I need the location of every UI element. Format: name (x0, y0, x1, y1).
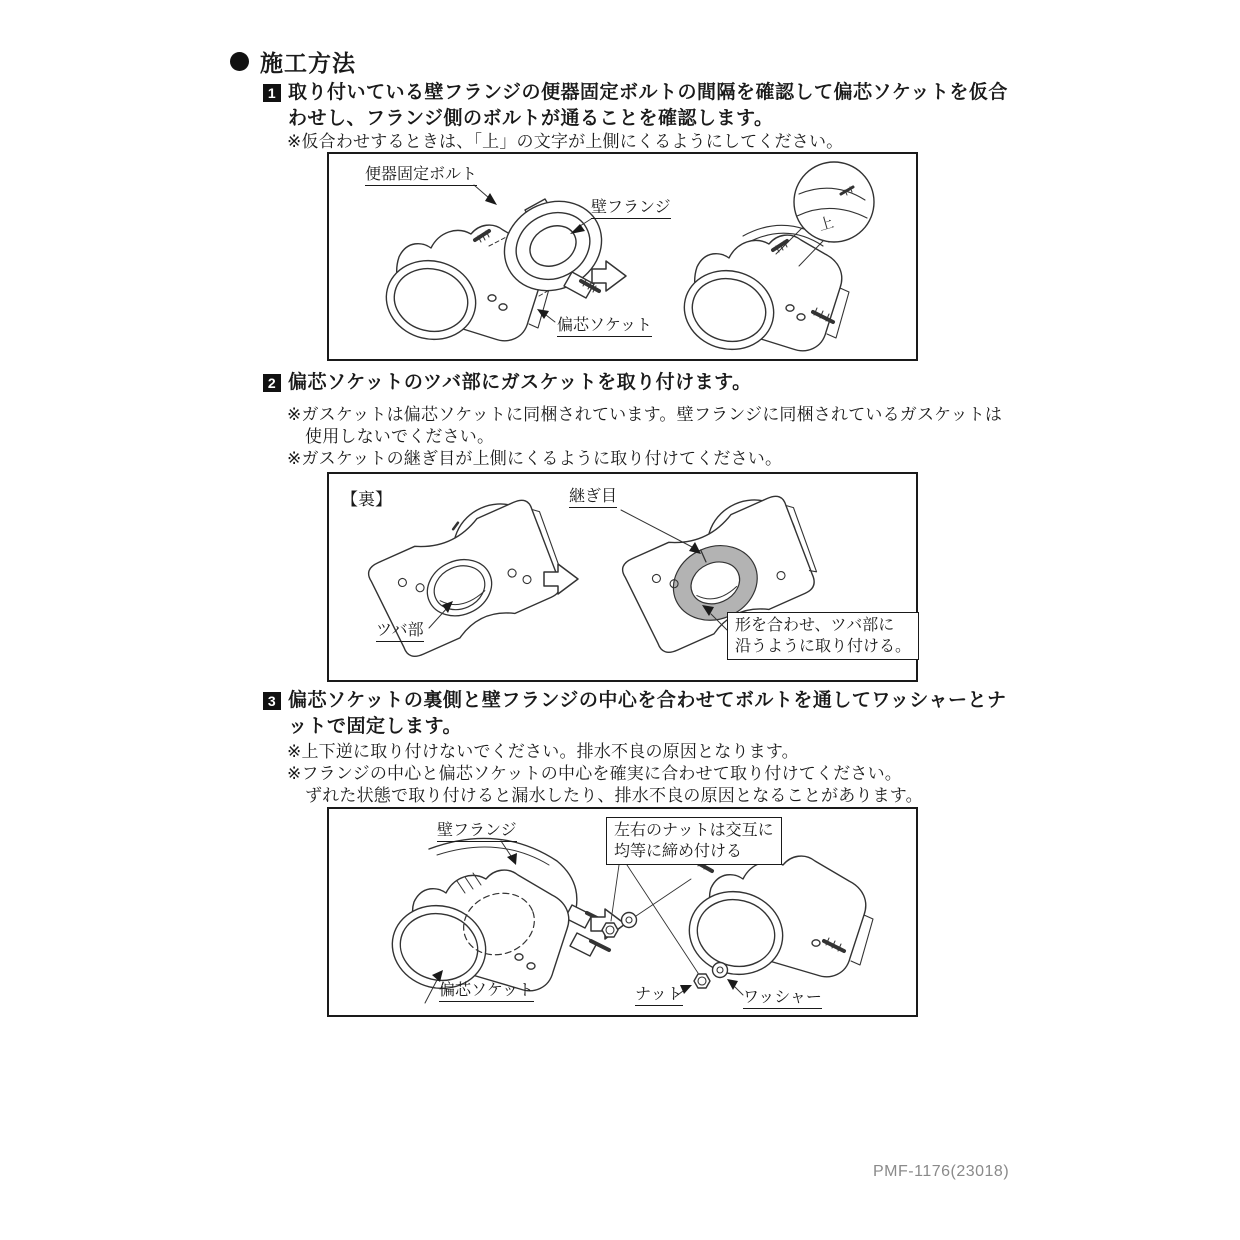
gasket-fit-note-line2: 沿うように取り付ける。 (735, 638, 912, 655)
up-mark-text: 上 (816, 214, 836, 235)
step2-heading-text: 偏芯ソケットのツバ部にガスケットを取り付けます。 (288, 372, 752, 393)
step2-heading (263, 370, 1021, 396)
step1-heading-text: 取り付いている壁フランジの便器固定ボルトの間隔を確認して偏芯ソケットを仮合わせし、フランジ側のボルトが通ることを確認します。 (288, 82, 1008, 129)
label-wall-flange: 壁フランジ (591, 198, 671, 219)
label-seam: 継ぎ目 (569, 487, 617, 508)
diagram3-box (327, 807, 918, 1017)
gasket-fit-note-line1: 形を合わせ、ツバ部に (735, 617, 895, 634)
bullet-icon (230, 52, 249, 71)
document-number: PMF-1176(23018) (873, 1163, 1010, 1180)
step1-note1: ※仮合わせするときは、「上」の文字が上側にくるようにしてください。 (287, 132, 844, 151)
nut-tighten-note-box (606, 817, 782, 865)
label-nut: ナット (635, 985, 683, 1006)
section-title (230, 45, 356, 78)
gasket-fit-note-box (727, 612, 919, 660)
step3-notes (287, 741, 1020, 807)
label-tsuba: ツバ部 (376, 621, 424, 642)
step3-note1: ※上下逆に取り付けないでください。排水不良の原因となります。 (287, 742, 799, 761)
diagram2-box (327, 472, 918, 682)
label-washer: ワッシャー (743, 988, 822, 1009)
step3-note2: ※フランジの中心と偏芯ソケットの中心を確実に合わせて取り付けてください。 (287, 764, 902, 783)
step3-heading-text: 偏芯ソケットの裏側と壁フランジの中心を合わせてボルトを通してワッシャーとナットで固定します。 (288, 690, 1007, 737)
step1-number-badge: 1 (263, 84, 281, 102)
step2-notes (287, 404, 1011, 470)
step3-heading (263, 688, 1021, 740)
step2-note2: ※ガスケットの継ぎ目が上側にくるように取り付けてください。 (287, 449, 783, 468)
label-wall-flange: 壁フランジ (437, 821, 517, 842)
step3-note2-cont: ずれた状態で取り付けると漏水したり、排水不良の原因となることがあります。 (305, 786, 923, 805)
socket-drawing-assembled (676, 225, 849, 358)
step1-notes (287, 131, 1020, 153)
label-toilet-bolt: 便器固定ボルト (365, 165, 477, 186)
step3-number-badge: 3 (263, 692, 281, 710)
diagram1-box (327, 152, 918, 361)
label-eccentric-socket: 偏芯ソケット (439, 981, 534, 1002)
nut-tighten-note-line1: 左右のナットは交互に (614, 822, 774, 839)
socket-fixed-drawing (680, 856, 873, 984)
block-arrow-icon (592, 261, 626, 291)
label-eccentric-socket: 偏芯ソケット (557, 316, 652, 337)
nut-tighten-note-line2: 均等に締め付ける (614, 843, 743, 860)
step2-number-badge: 2 (263, 374, 281, 392)
section-title-text: 施工方法 (260, 50, 356, 76)
step1-heading (263, 80, 1021, 132)
step2-note1: ※ガスケットは偏芯ソケットに同梱されています。壁フランジに同梱されているガスケットは使用しないでください。 (287, 405, 1003, 446)
socket-flange-aligned-drawing (383, 838, 609, 998)
back-side-corner-label: 【裏】 (341, 490, 392, 509)
